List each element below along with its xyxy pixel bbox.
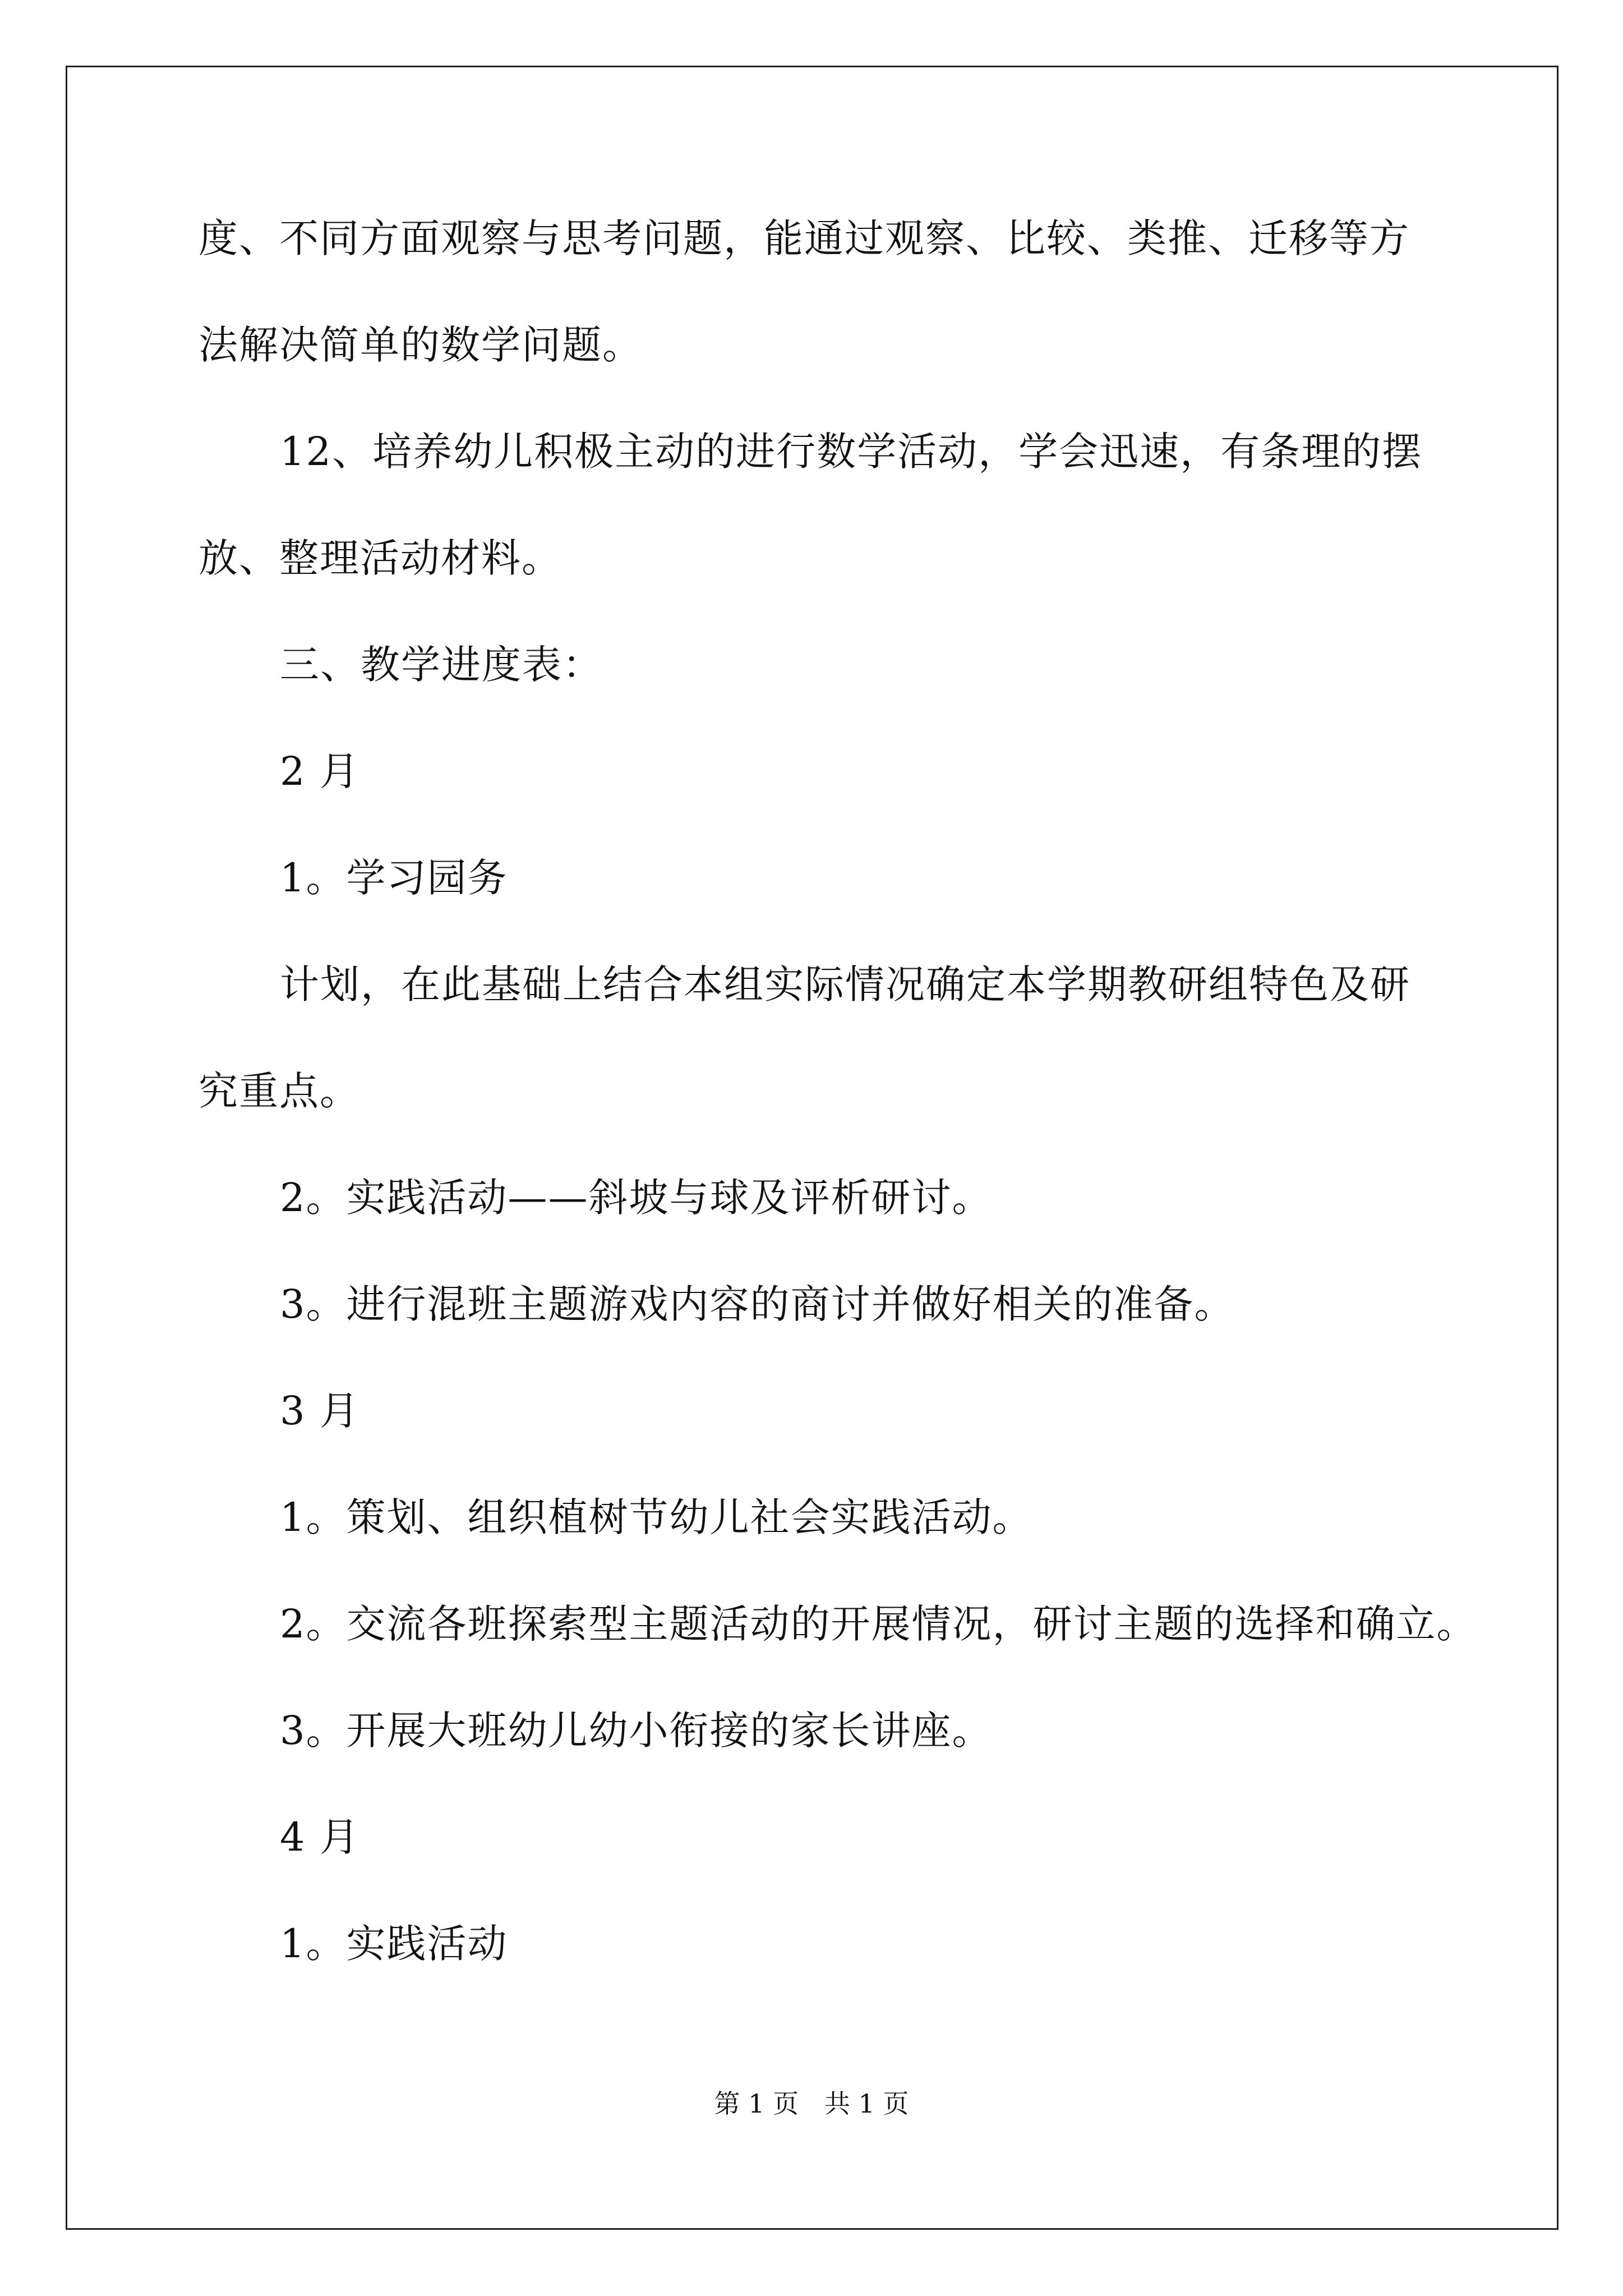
text-line: 计划，在此基础上结合本组实际情况确定本学期教研组特色及研 — [280, 961, 1410, 1007]
section-heading: 三、教学进度表： — [280, 642, 603, 688]
page-number-footer: 第 1 页 共 1 页 — [714, 2088, 909, 2119]
text-line: 1。学习园务 — [280, 855, 508, 901]
page-border — [66, 66, 1559, 2230]
month-heading: 2 月 — [280, 748, 360, 794]
text-line: 3。进行混班主题游戏内容的商讨并做好相关的准备。 — [280, 1281, 1235, 1327]
text-line: 放、整理活动材料。 — [199, 535, 562, 581]
text-line: 2。实践活动——斜坡与球及评析研讨。 — [280, 1175, 993, 1221]
text-line: 3。开展大班幼儿幼小衔接的家长讲座。 — [280, 1708, 993, 1754]
month-heading: 4 月 — [280, 1814, 360, 1860]
text-line: 1。实践活动 — [280, 1921, 508, 1967]
text-line: 1。策划、组织植树节幼儿社会实践活动。 — [280, 1494, 1033, 1540]
month-heading: 3 月 — [280, 1388, 360, 1434]
text-line: 法解决简单的数学问题。 — [199, 322, 643, 368]
text-line: 究重点。 — [199, 1068, 360, 1114]
text-line: 度、不同方面观察与思考问题，能通过观察、比较、类推、迁移等方 — [199, 215, 1410, 261]
text-line: 2。交流各班探索型主题活动的开展情况，研讨主题的选择和确立。 — [280, 1601, 1477, 1647]
text-line: 12、培养幼儿积极主动的进行数学活动，学会迅速，有条理的摆 — [280, 429, 1423, 475]
